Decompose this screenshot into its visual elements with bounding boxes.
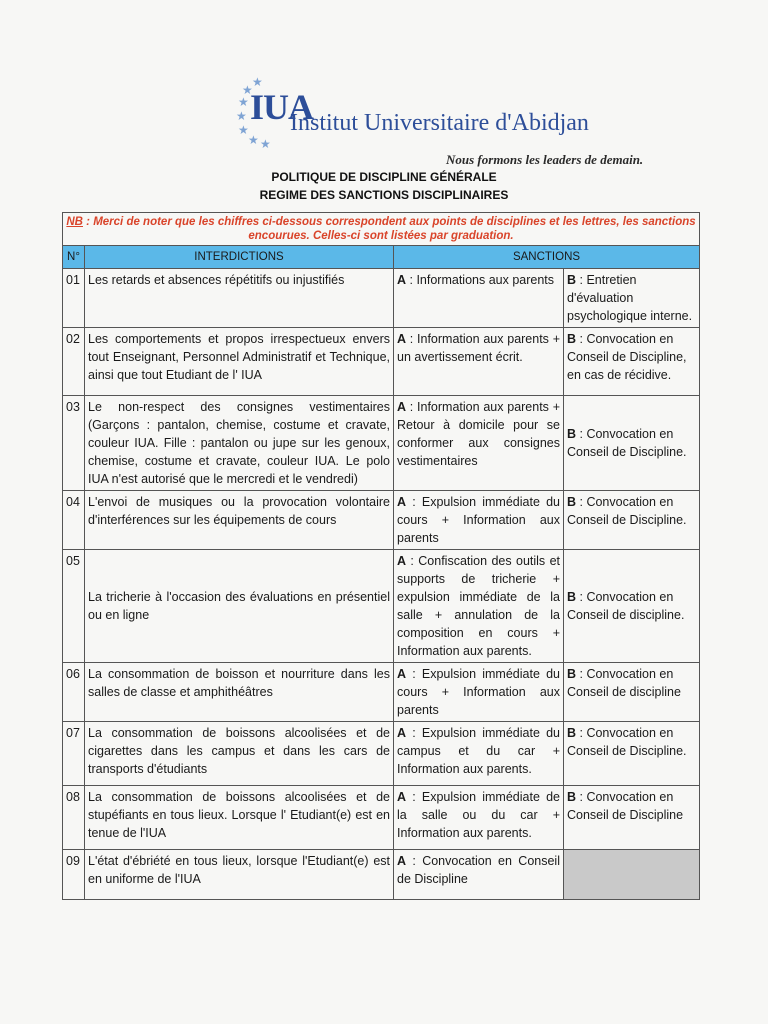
iua-logo	[230, 72, 610, 162]
stars-icon: ★ ★ ★ ★ ★ ★ ★	[236, 75, 271, 151]
interdiction-text: L'état d'ébriété en tous lieux, lorsque l'Etudiant(e) est en uniforme de l'IUA	[88, 854, 390, 886]
sanction-a-cell	[394, 850, 564, 900]
interdiction-text: La tricherie à l'occasion des évaluations en présentiel ou en ligne	[88, 590, 390, 622]
sanction-a-text: : Information aux parents + un avertissement écrit.	[397, 332, 560, 364]
sanction-a-text: : Expulsion immédiate du cours + Information aux parents	[397, 495, 560, 545]
sanction-b-text: : Convocation en Conseil de Discipline	[567, 790, 684, 822]
sanction-a-text: : Expulsion immédiate du cours + Information aux parents	[397, 667, 560, 717]
note-cell	[63, 213, 700, 246]
sanction-a-text: : Convocation en Conseil de Discipline	[397, 854, 560, 886]
interdiction-cell	[85, 850, 394, 900]
interdiction-cell	[85, 269, 394, 328]
sanction-b-cell	[564, 269, 700, 328]
discipline-table	[62, 212, 700, 900]
interdiction-cell	[85, 786, 394, 850]
sanction-b-cell	[564, 550, 700, 663]
sanction-b-cell	[564, 663, 700, 722]
page-subtitle: REGIME DES SANCTIONS DISCIPLINAIRES	[259, 188, 509, 202]
row-number	[63, 850, 85, 900]
header-num: N°	[63, 246, 85, 269]
sanction-b-cell	[564, 491, 700, 550]
sanction-a-letter: A	[397, 332, 407, 346]
sanction-a-cell	[394, 491, 564, 550]
sanction-b-text: : Convocation en Conseil de Discipline, en cas de récidive.	[567, 332, 687, 382]
row-number	[63, 396, 85, 491]
interdiction-text: Les retards et absences répétitifs ou injustifiés	[88, 273, 345, 287]
table-row	[63, 663, 700, 722]
row-number	[63, 269, 85, 328]
sanction-b-letter: B	[567, 726, 577, 740]
sanction-a-text: : Information aux parents + Retour à domicile pour se conformer aux consignes vestimentaires	[397, 400, 560, 468]
sanction-b-cell	[564, 786, 700, 850]
interdiction-cell	[85, 550, 394, 663]
row-number-text: 04	[66, 495, 80, 509]
header-sanctions: SANCTIONS	[394, 246, 700, 269]
row-number-text: 05	[66, 554, 80, 568]
table-row	[63, 328, 700, 396]
sanction-b-text: : Convocation en Conseil de Discipline.	[567, 726, 687, 758]
sanction-b-text: : Convocation en Conseil de Discipline.	[567, 427, 687, 459]
table-row	[63, 550, 700, 663]
sanction-a-letter: A	[397, 726, 407, 740]
logo-text: IUA	[250, 87, 314, 127]
row-number	[63, 663, 85, 722]
table-row	[63, 396, 700, 491]
motto: Nous formons les leaders de demain.	[446, 152, 644, 167]
interdiction-cell	[85, 396, 394, 491]
row-number-text: 03	[66, 400, 80, 414]
note-row	[63, 213, 700, 246]
sanction-b-text: : Convocation en Conseil de Discipline.	[567, 495, 687, 527]
table-header	[63, 246, 700, 269]
sanction-a-text: : Expulsion immédiate de la salle ou du car + Information aux parents.	[397, 790, 560, 840]
sanction-a-cell	[394, 328, 564, 396]
row-number	[63, 491, 85, 550]
interdiction-cell	[85, 491, 394, 550]
table-row	[63, 786, 700, 850]
header-interdictions: INTERDICTIONS	[85, 246, 394, 269]
institution-name: Institut Universitaire d'Abidjan	[290, 110, 589, 136]
interdiction-cell	[85, 328, 394, 396]
sanction-a-letter: A	[397, 273, 407, 287]
sanction-b-text: : Entretien d'évaluation psychologique interne.	[567, 273, 693, 323]
row-number	[63, 786, 85, 850]
interdiction-text: Le non-respect des consignes vestimentaires (Garçons : pantalon, chemise, costume et cravate, couleur IUA. Fille : pantalon ou jupe sur les genoux, chemise, costume et cravate, couleur IUA. Le polo IUA n'est autorisé que le mercredi et le vendredi)	[88, 400, 390, 486]
row-number	[63, 328, 85, 396]
sanction-b-letter: B	[567, 495, 577, 509]
note-text: : Merci de noter que les chiffres ci-dessous correspondent aux points de disciplines et les lettres, les sanctions encourues. Celles-ci sont listées par graduation.	[82, 216, 696, 242]
note-label: NB	[66, 216, 83, 228]
sanction-a-cell	[394, 550, 564, 663]
sanction-a-letter: A	[397, 667, 407, 681]
sanction-b-letter: B	[567, 427, 577, 441]
sanction-a-letter: A	[397, 554, 407, 568]
sanction-a-cell	[394, 396, 564, 491]
interdiction-text: La consommation de boissons alcoolisées et de stupéfiants en tous lieux. Lorsque l' Etudiant(e) est en tenue de l'IUA	[88, 790, 390, 840]
sanction-b-letter: B	[567, 273, 577, 287]
row-number	[63, 550, 85, 663]
table-row	[63, 491, 700, 550]
row-number-text: 01	[66, 273, 80, 287]
sanction-a-cell	[394, 786, 564, 850]
sanction-b-text: : Convocation en Conseil de discipline.	[567, 590, 685, 622]
sanction-b-cell	[564, 396, 700, 491]
row-number-text: 02	[66, 332, 80, 346]
table-row	[63, 269, 700, 328]
interdiction-text: Les comportements et propos irrespectueux envers tout Enseignant, Personnel Administratif et Technique, ainsi que tout Etudiant de l' IUA	[88, 332, 390, 382]
sanction-a-letter: A	[397, 495, 407, 509]
row-number-text: 09	[66, 854, 80, 868]
sanction-a-letter: A	[397, 790, 407, 804]
sanction-a-cell	[394, 663, 564, 722]
sanction-a-text: : Informations aux parents	[406, 273, 555, 287]
interdiction-cell	[85, 722, 394, 786]
sanction-b-letter: B	[567, 590, 577, 604]
sanction-b-text: : Convocation en Conseil de discipline	[567, 667, 681, 699]
sanction-b-letter: B	[567, 790, 577, 804]
row-number-text: 07	[66, 726, 80, 740]
sanction-a-cell	[394, 269, 564, 328]
interdiction-text: La consommation de boissons alcoolisées et de cigarettes dans les campus et dans les cars de transports d'étudiants	[88, 726, 390, 776]
sanction-b-cell	[564, 328, 700, 396]
sanction-a-text: : Expulsion immédiate du campus et du car + Information aux parents.	[397, 726, 560, 776]
table-row	[63, 722, 700, 786]
sanction-a-letter: A	[397, 854, 407, 868]
sanction-a-text: : Confiscation des outils et supports de tricherie + expulsion immédiate de la salle + annulation de la composition en cours + Information aux parents.	[397, 554, 560, 658]
row-number-text: 08	[66, 790, 80, 804]
interdiction-text: L'envoi de musiques ou la provocation volontaire d'interférences sur les équipements de cours	[88, 495, 390, 527]
sanction-b-cell	[564, 850, 700, 900]
interdiction-text: La consommation de boisson et nourriture dans les salles de classe et amphithéâtres	[88, 667, 390, 699]
sanction-b-letter: B	[567, 667, 577, 681]
sanction-b-cell	[564, 722, 700, 786]
sanction-a-cell	[394, 722, 564, 786]
page-title: POLITIQUE DE DISCIPLINE GÉNÉRALE	[271, 170, 497, 184]
table-row	[63, 850, 700, 900]
row-number	[63, 722, 85, 786]
interdiction-cell	[85, 663, 394, 722]
row-number-text: 06	[66, 667, 80, 681]
sanction-a-letter: A	[397, 400, 407, 414]
sanction-b-letter: B	[567, 332, 577, 346]
